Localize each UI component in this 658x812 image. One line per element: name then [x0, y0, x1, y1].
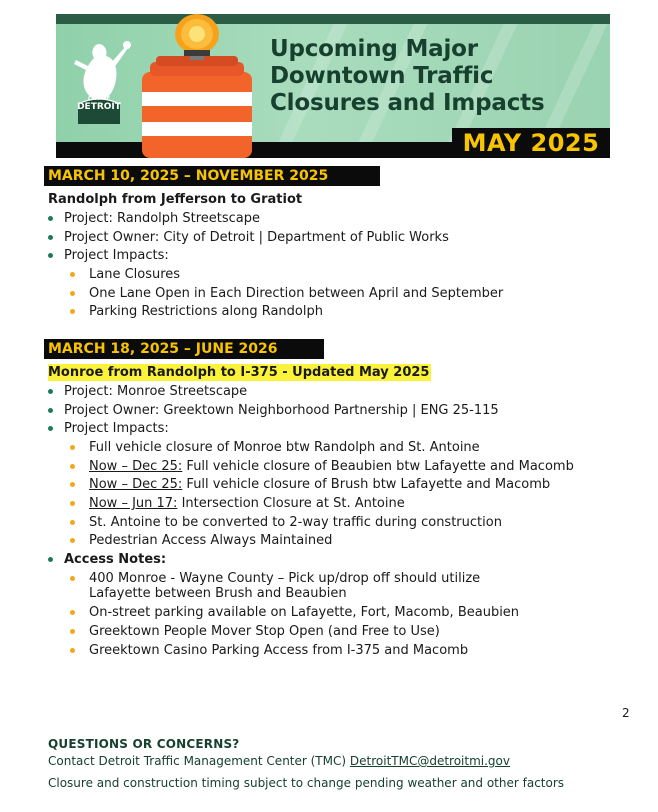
access-note-text: On-street parking available on Lafayette, Fort, Macomb, Beaubien — [89, 605, 520, 620]
bullet-icon — [48, 253, 53, 258]
section-heading: Randolph from Jefferson to Gratiot — [48, 192, 303, 207]
project-name: Project: Monroe Streetscape — [64, 384, 248, 399]
bullet-icon — [70, 538, 75, 543]
logo-city: DETROIT — [77, 102, 121, 112]
impact-date: Now – Jun 17: — [89, 496, 178, 511]
impacts-label: Project Impacts: — [64, 248, 169, 263]
bullet-icon — [70, 501, 75, 506]
bullet-icon — [70, 272, 75, 277]
impact-text — [89, 476, 550, 493]
banner-title — [270, 36, 610, 117]
access-note-text: Greektown Casino Parking Access from I-375 and Macomb — [89, 643, 469, 658]
bullet-icon — [70, 309, 75, 314]
bullet-icon — [70, 482, 75, 487]
contact-text: Contact Detroit Traffic Management Center (TMC) — [48, 754, 347, 768]
impact-detail: Full vehicle closure of Beaubien btw Lafayette and Macomb — [182, 459, 574, 474]
access-note-text: Greektown People Mover Stop Open (and Free to Use) — [89, 624, 440, 639]
access-note-text: 400 Monroe - Wayne County – Pick up/drop off should utilize — [89, 571, 481, 586]
impacts-label: Project Impacts: — [64, 421, 169, 436]
impact-text: Parking Restrictions along Randolph — [89, 304, 323, 319]
bullet-icon — [48, 557, 53, 562]
logo-wordmark — [64, 96, 134, 112]
section-date-range: MARCH 10, 2025 – NOVEMBER 2025 — [44, 166, 380, 186]
impact-text: One Lane Open in Each Direction between April and September — [89, 286, 504, 301]
bullet-icon — [70, 610, 75, 615]
impact-date: Now – Dec 25: — [89, 477, 183, 492]
bullet-icon — [70, 464, 75, 469]
access-note-text: Lafayette between Brush and Beaubien — [89, 586, 347, 601]
bullet-icon — [70, 291, 75, 296]
disclaimer: Closure and construction timing subject to change pending weather and other factors — [48, 776, 565, 790]
impact-text — [89, 495, 405, 512]
month-label: MAY 2025 — [452, 128, 610, 158]
impact-text — [89, 458, 574, 475]
banner-title-line: Closures and Impacts — [270, 90, 545, 116]
questions-heading: QUESTIONS OR CONCERNS? — [48, 737, 240, 751]
impact-text: Lane Closures — [89, 267, 181, 282]
traffic-barrel-icon — [132, 14, 262, 158]
bullet-icon — [48, 389, 53, 394]
warning-light-icon — [175, 14, 219, 56]
banner-title-line: Upcoming Major — [270, 36, 478, 62]
contact-line — [48, 754, 510, 768]
project-name: Project: Randolph Streetscape — [64, 211, 261, 226]
bullet-icon — [70, 648, 75, 653]
bullet-icon — [48, 235, 53, 240]
bullet-icon — [48, 408, 53, 413]
impact-text: Pedestrian Access Always Maintained — [89, 533, 333, 548]
bullet-icon — [48, 216, 53, 221]
impact-detail: Full vehicle closure of Brush btw Lafayette and Macomb — [182, 477, 551, 492]
project-owner: Project Owner: Greektown Neighborhood Partnership | ENG 25-115 — [64, 403, 499, 418]
header-banner — [56, 14, 610, 158]
project-owner: Project Owner: City of Detroit | Department of Public Works — [64, 230, 449, 245]
section-heading: Monroe from Randolph to I-375 - Updated May 2025 — [48, 365, 430, 380]
section-date-range: MARCH 18, 2025 – JUNE 2026 — [44, 339, 324, 359]
bullet-icon — [70, 445, 75, 450]
bullet-icon — [70, 520, 75, 525]
impact-text: Full vehicle closure of Monroe btw Randolph and St. Antoine — [89, 440, 480, 455]
access-notes-label: Access Notes: — [64, 552, 167, 567]
bullet-icon — [70, 629, 75, 634]
impact-detail: Intersection Closure at St. Antoine — [177, 496, 405, 511]
spirit-of-detroit-logo-icon — [64, 24, 134, 128]
bullet-icon — [70, 576, 75, 581]
banner-title-line: Downtown Traffic — [270, 63, 494, 89]
page-number: 2 — [622, 706, 630, 720]
logo-city-of: CITY OF — [88, 96, 110, 102]
impact-date: Now – Dec 25: — [89, 459, 183, 474]
impact-text: St. Antoine to be converted to 2-way traffic during construction — [89, 515, 502, 530]
contact-email-link[interactable]: DetroitTMC@detroitmi.gov — [349, 754, 510, 768]
bullet-icon — [48, 426, 53, 431]
